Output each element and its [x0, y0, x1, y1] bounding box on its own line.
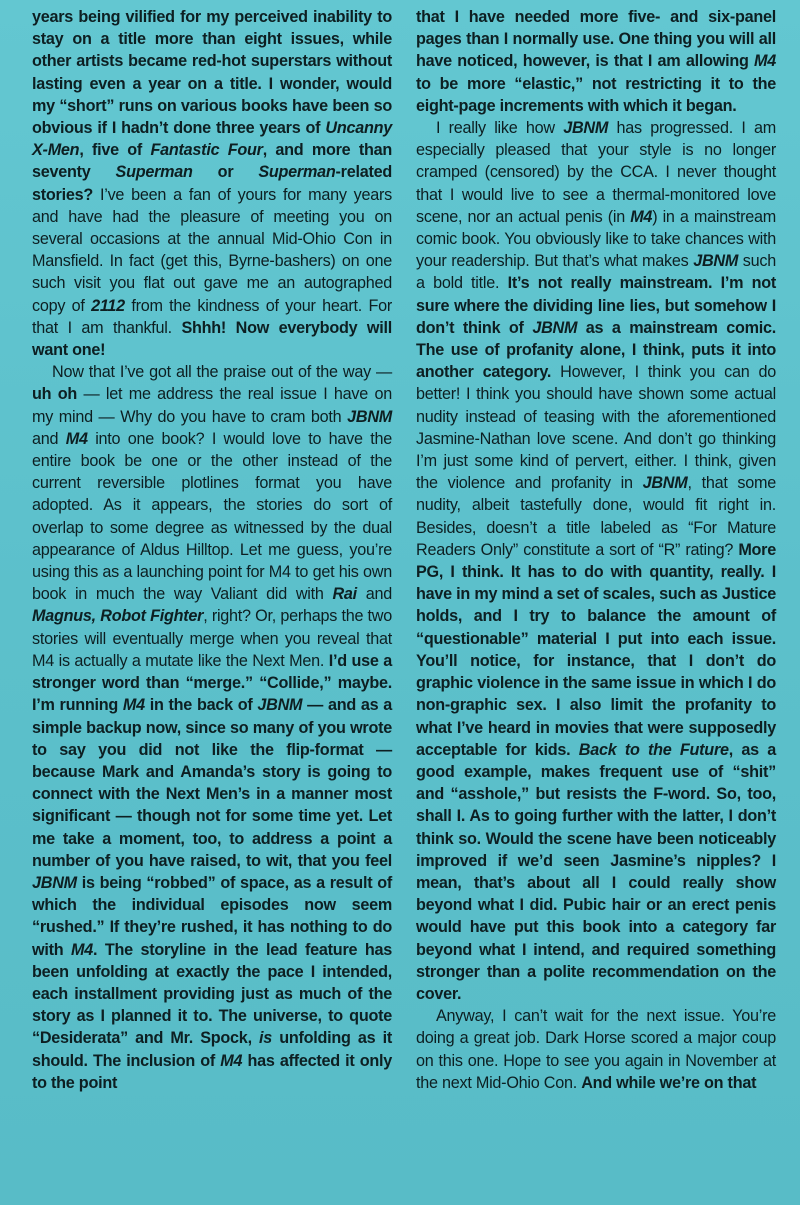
text-run: It’s not really mainstream. I’m not sure where the dividing line lies, but somehow I don’t think of: [416, 274, 776, 337]
text-run: , right? Or, perhaps the two stories will eventually merge when you reveal that M4 is actually a mutate like the Next Men.: [32, 607, 392, 670]
left-column: [32, 6, 392, 1094]
text-run: JBNM: [257, 696, 303, 715]
text-run: , that some nudity, albeit tastefully done, would fit right in. Besides, doesn’t a title labeled as “For Mature Readers Only” constitute a sort of “R” rating?: [416, 474, 777, 559]
text-run: Magnus, Robot Fighter: [32, 607, 204, 626]
text-run: And while we’re on that: [581, 1073, 757, 1092]
text-run: has progressed. I am especially pleased that your style is no longer cramped (censored) by the CCA. I never thought that I would live to see a thermal-monitored love scene, nor an actual penis (in: [416, 119, 776, 226]
text-run: such a bold title.: [416, 252, 776, 293]
text-run: Now that I’ve got all the praise out of the way —: [52, 363, 392, 382]
text-run: as a mainstream comic. The use of profanity alone, I think, puts it into another category.: [416, 318, 777, 382]
text-run: I’ve been a fan of yours for many years and have had the pleasure of meeting you on several occasions at the annual Mid-Ohio Con in Mansfield. In fact (get this, Byrne-bashers) on one such visit you flat out gave me an autographed copy of: [32, 185, 392, 315]
right-paragraph-3: [416, 1005, 776, 1094]
text-run: JBNM: [642, 474, 688, 493]
text-run: ) in a mainstream comic book. You obviously like to take chances with your readership. But that’s what makes: [416, 207, 776, 271]
text-run: M4: [630, 207, 653, 226]
text-run: is: [259, 1029, 273, 1048]
text-run: Uncanny X-Men: [32, 119, 392, 160]
text-run: , five of: [79, 141, 151, 160]
text-run: that I have needed more five- and six-panel pages than I normally use. One thing you will all have noticed, however, is that I am allowing: [416, 8, 776, 71]
text-run: Fantastic Four: [150, 141, 263, 160]
text-run: More PG, I think. It has to do with quantity, really. I have in my mind a set of scales, such as Justice holds, and I try to balance the amount of “questionable” material I put into each issue. You’ll notice, for instance, that I don’t do graphic violence in the same issue in which I do non-graphic sex. I also limit the profanity to what I’ve heard in movies that were supposedly acceptable for kids.: [416, 540, 776, 759]
text-run: has affected it only to the point: [32, 1051, 392, 1092]
text-run: -related stories?: [32, 163, 393, 204]
text-run: and: [32, 429, 66, 448]
text-run: — let me address the real issue I have on my mind — Why do you have to cram both: [32, 385, 392, 426]
text-run: , as a good example, makes frequent use of “shit” and “asshole,” but resists the F-word. So, too, shall I. As to going further with the latter, I don’t think so. Would the scene have been noticeably improved if we’d seen Jasmine’s nipples? I mean, that’s about all I could really show beyond what I did. Pubic hair or an erect penis would have put this book into a category far beyond what I intend, and required something stronger than a polite recommendation on the cover.: [416, 740, 776, 1003]
text-run: Back to the Future: [578, 740, 729, 759]
text-run: uh oh: [32, 385, 78, 404]
text-run: Shhh! Now everybody will want one!: [32, 318, 393, 360]
text-run: into one book? I would love to have the entire book be one or the other instead of the current reversible plotlines format you have adopted. As it appears, the stories do sort of overlap to some degree as witnessed by the dual appearance of Aldus Hilltop. Let me guess, you’re using this as a launching point for M4 to get his own book in much the way Valiant did with: [32, 429, 392, 604]
left-paragraph-1: [32, 6, 392, 361]
text-run: is being “robbed” of space, as a result of which the individual episodes now seem “rushed.” If they’re rushed, it has nothing to do with: [32, 873, 392, 959]
text-run: I really like how: [436, 119, 564, 138]
text-run: or: [192, 163, 259, 182]
text-run: in the back of: [144, 696, 258, 715]
text-run: M4: [220, 1051, 243, 1070]
text-run: — and as a simple backup now, since so many of you wrote to say you did not like the flip-format — because Mark and Amanda’s story is going to connect with the Next Men’s in a manner most significant — though not for some time yet. Let me take a moment, too, to address a point a number of you have raised, to wit, that you feel: [32, 696, 392, 870]
text-run: JBNM: [347, 407, 392, 426]
text-run: 2112: [91, 296, 125, 315]
text-run: M4: [122, 696, 145, 715]
text-run: M4: [71, 940, 93, 959]
text-run: Anyway, I can’t wait for the next issue. You’re doing a great job. Dark Horse scored a major coup on this one. Hope to see you again in November at the next Mid-Ohio Con.: [416, 1007, 776, 1092]
text-run: I’d use a stronger word than “merge.” “Collide,” maybe. I’m running: [32, 651, 392, 715]
text-run: JBNM: [532, 318, 578, 337]
text-run: Superman: [258, 163, 336, 182]
text-run: unfolding as it should. The inclusion of: [32, 1029, 392, 1070]
text-run: and: [356, 585, 393, 604]
text-run: JBNM: [693, 252, 739, 271]
text-run: . The storyline in the lead feature has been unfolding at exactly the pace I intended, each installment providing just as much of the story as I planned it to. The universe, to quote “Desiderata” and Mr. Spock,: [32, 940, 393, 1048]
text-run: However, I think you can do better! I think you should have shown some actual nudity instead of teasing with the aforementioned Jasmine-Nathan love scene. And don’t go thinking I’m just some kind of pervert, either. I think, given the violence and profanity in: [416, 363, 776, 493]
text-run: M4: [65, 429, 88, 448]
text-run: JBNM: [563, 119, 609, 138]
right-paragraph-1: [416, 6, 776, 117]
right-paragraph-2: [416, 117, 776, 1005]
text-run: years being vilified for my perceived inability to stay on a title more than eight issues, while other artists became red-hot superstars without lasting even a year on a title. I wonder, would my “short” runs on various books have been so obvious if I hadn’t done three years of: [32, 8, 392, 138]
text-run: , and more than seventy: [32, 141, 392, 182]
text-run: from the kindness of your heart. For that I am thankful.: [32, 296, 392, 337]
right-column: [416, 6, 776, 1094]
text-run: M4: [754, 52, 776, 71]
text-run: Superman: [115, 163, 193, 182]
text-run: to be more “elastic,” not restricting it to the eight-page increments with which it began.: [416, 74, 776, 115]
left-paragraph-2: [32, 361, 392, 1094]
text-run: Rai: [332, 585, 357, 604]
text-run: JBNM: [32, 873, 77, 892]
